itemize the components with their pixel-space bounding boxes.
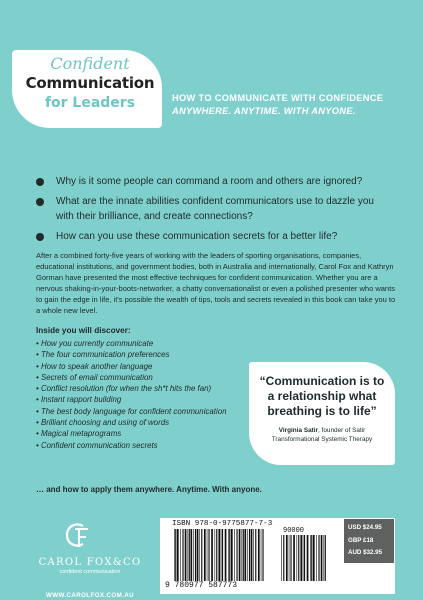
quote-author: Virginia Satir	[278, 427, 319, 434]
quote-text: “Communication is to a relationship what breathing is to life”	[259, 374, 385, 418]
quote-box	[249, 362, 395, 465]
discover-item: • Conflict resolution (for when the sh*t hits the fan)	[36, 384, 212, 394]
logo-script-text: Confident	[50, 54, 130, 73]
publisher-monogram-icon	[62, 520, 92, 550]
quote-author-desc-2: Transformational Systemic Therapy	[271, 435, 373, 443]
discover-item: • How you currently communicate	[36, 339, 154, 348]
barcode-bars-icon	[174, 529, 266, 581]
question-item	[36, 175, 381, 190]
question-text: What are the innate abilities confident communicators use to dazzle you with their brilliance, and create connections?	[56, 196, 374, 222]
bullet-dot-icon	[36, 178, 44, 186]
tagline-line-2: ANYWHERE. ANYTIME. WITH ANYONE.	[172, 106, 356, 116]
question-item	[36, 195, 381, 224]
isbn-text: ISBN 978-0-9775877-7-3	[172, 520, 273, 528]
barcode-panel	[160, 518, 395, 594]
discover-heading: Inside you will discover:	[36, 326, 131, 335]
discover-item: • Secrets of email communication	[36, 372, 153, 382]
quote-author-desc: , founder of Satir	[318, 427, 366, 434]
bullet-dot-icon	[36, 198, 44, 206]
publisher-tagline: confident communication	[59, 569, 121, 575]
logo-sub-text: for Leaders	[44, 95, 136, 111]
discover-closing: … and how to apply them anywhere. Anytime. With anyone.	[36, 485, 262, 494]
question-text: Why is it some people can command a room and others are ignored?	[56, 176, 363, 187]
discover-item: • Instant rapport building	[36, 395, 122, 405]
discover-item: • Confident communication secrets	[36, 440, 158, 450]
footer	[0, 510, 423, 600]
discover-list	[36, 338, 246, 451]
discover-item: • How to speak another language	[36, 361, 153, 371]
price-box	[344, 519, 394, 563]
quote-attribution	[257, 427, 387, 444]
bullet-dot-icon	[36, 233, 44, 241]
description-paragraph: After a combined forty-five years of working with the leaders of sporting organisations, companies, educational institutions, and government bodies, both in Australia and internationally, Carol Fox and Kathryn Gorman have presented the most effective techniques for confident communication. Whether you are a nervous shaking-in-your-boots-networker, a chatty conversationalist or even a polished presenter who wants to gain the edge in life, it's possible the wealth of tips, tools and secrets revealed in this book can take you to a whole new level.	[36, 251, 396, 316]
publisher-name: CAROL FOX&CO	[38, 557, 142, 568]
price-usd: USD $24.95	[348, 524, 382, 531]
tagline-line-1: HOW TO COMMUNICATE WITH CONFIDENCE	[172, 93, 384, 103]
price-gbp: GBP £18	[348, 536, 374, 544]
publisher-url[interactable]: WWW.CAROLFOX.COM.AU	[45, 592, 135, 599]
discover-item: • Brilliant choosing and using of words	[36, 418, 170, 428]
price-code: 90000	[283, 527, 305, 535]
question-text: How can you use these communication secrets for a better life?	[56, 231, 338, 242]
price-aud: AUD $32.95	[348, 549, 383, 556]
discover-item: • Magical metaprograms	[36, 429, 122, 439]
question-item	[36, 230, 381, 245]
discover-item: • The four communication preferences	[36, 350, 170, 360]
discover-item: • The best body language for confident communication	[36, 406, 227, 416]
barcode-digits: 9 780977 587773	[165, 581, 238, 590]
logo-main-text: Communication	[25, 74, 155, 92]
barcode-addon-bars-icon	[281, 535, 327, 581]
logo-card	[12, 50, 162, 128]
